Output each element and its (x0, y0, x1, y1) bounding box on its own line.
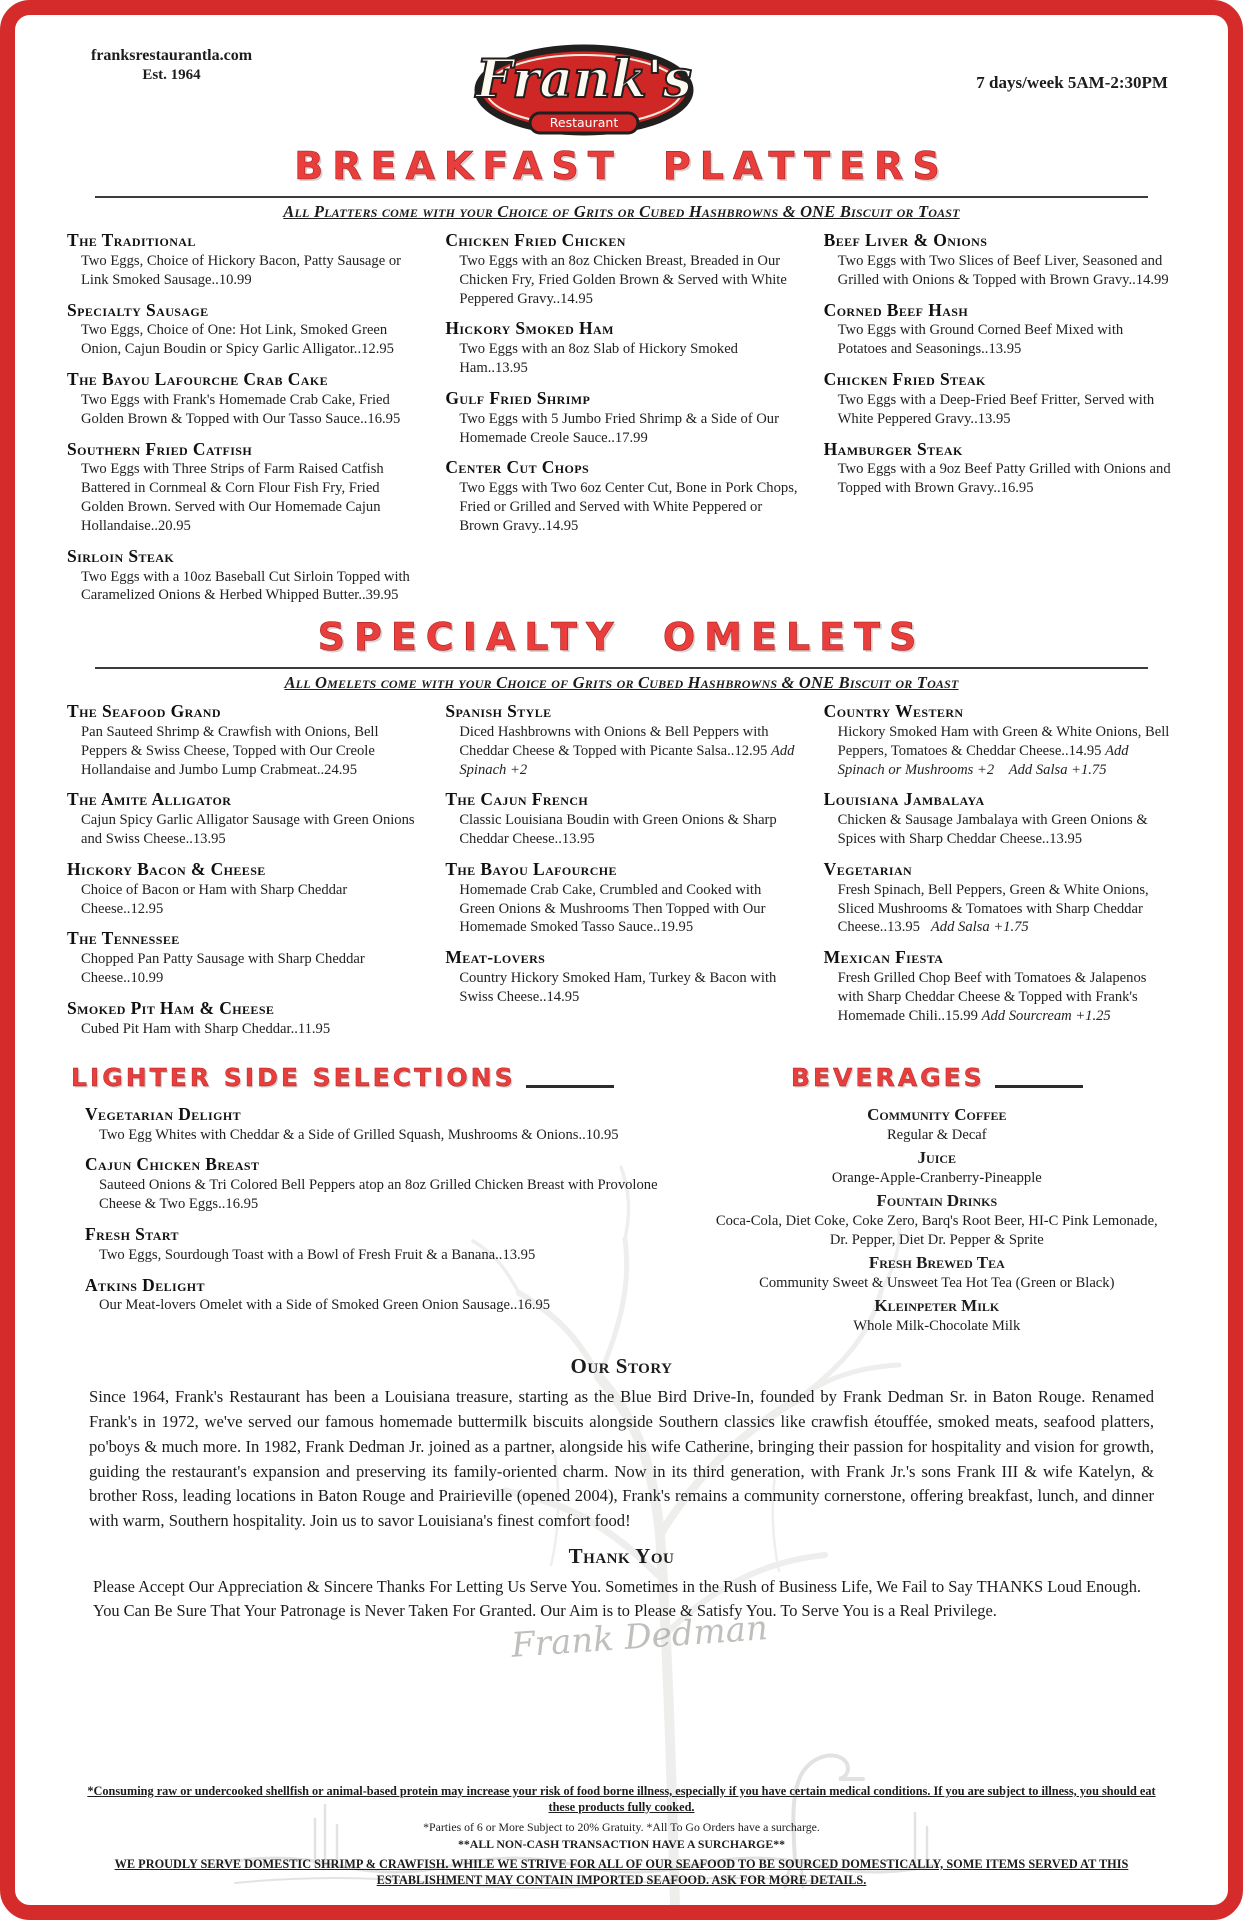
menu-item-name: Corned Beef Hash (823, 299, 969, 320)
menu-item (67, 701, 419, 779)
menu-item-name: Fresh Start (85, 1223, 179, 1244)
menu-item-desc: Two Eggs with an 8oz Slab of Hickory Smoked Ham..13.95 (459, 341, 738, 376)
menu-item-name: The Traditional (67, 230, 196, 250)
section-breakfast-platters (67, 144, 1176, 615)
menu-item-name: Spanish Style (445, 701, 552, 722)
menu-item (67, 300, 419, 360)
menu-item-desc: Cajun Spicy Garlic Alligator Sausage with Green Onions and Swiss Cheese..13.95 (81, 812, 415, 848)
menu-item-desc-text: Fresh Spinach, Bell Peppers, Green & White Onions, Sliced Mushrooms & Tomatoes with Sharp Cheddar Cheese..13.95 (837, 881, 1149, 936)
menu-content (15, 15, 1228, 1905)
section-lighter-beverages (67, 1063, 1176, 1338)
title-underline (995, 1085, 1083, 1088)
beverage-name: Fountain Drinks (876, 1190, 998, 1210)
beverages-column (714, 1063, 1176, 1338)
breakfast-col-2 (445, 230, 797, 615)
menu-item-desc: Two Eggs with Ground Corned Beef Mixed with Potatoes and Seasonings..13.95 (837, 322, 1124, 358)
menu-item-desc: Sauteed Onions & Tri Colored Bell Peppers atop an 8oz Grilled Chicken Breast with Provolone Cheese & Two Eggs..16.95 (99, 1177, 658, 1212)
menu-item-name: Gulf Fried Shrimp (445, 387, 591, 408)
menu-item-desc: Two Eggs, Sourdough Toast with a Bowl of Fresh Fruit & a Banana..13.95 (99, 1246, 536, 1263)
menu-item-desc: Country Hickory Smoked Ham, Turkey & Bacon with Swiss Cheese..14.95 (459, 970, 777, 1005)
menu-item (67, 369, 419, 429)
menu-item (445, 859, 797, 937)
menu-item-desc: Pan Sauteed Shrimp & Crawfish with Onions, Bell Peppers & Swiss Cheese, Topped with Our Creole Hollandaise and Jumbo Lump Crabmeat..24.95 (81, 724, 379, 778)
menu-item (71, 1154, 674, 1214)
menu-item-name: Hickory Bacon & Cheese (67, 858, 266, 879)
menu-item-desc: Two Egg Whites with Cheddar & a Side of Grilled Squash, Mushrooms & Onions..10.95 (99, 1126, 619, 1143)
menu-item-desc (824, 881, 1176, 937)
menu-item-name: Meat-lovers (445, 947, 546, 968)
menu-item-name: Cajun Chicken Breast (85, 1154, 260, 1175)
menu-item-name: The Tennessee (67, 928, 180, 949)
franks-logo (468, 33, 700, 144)
owner-signature: Frank Dedman (509, 1607, 769, 1666)
menu-item-name: Specialty Sausage (67, 299, 209, 320)
footer-disclaimer: *Consuming raw or undercooked shellfish or animal-based protein may increase your risk of food borne illness, especially if you have certain medical conditions. If you are subject to illness, you should eat these products fully cooked. (87, 1783, 1156, 1815)
logo-subtext: Restaurant (549, 115, 619, 130)
omelets-subtitle: All Omelets come with your Choice of Grits or Cubed Hashbrowns & ONE Biscuit or Toast (284, 673, 959, 693)
divider (95, 667, 1148, 669)
menu-item (824, 859, 1176, 937)
menu-item (824, 947, 1176, 1025)
section-thank-you (67, 1544, 1176, 1666)
menu-item (71, 1275, 674, 1316)
menu-item (67, 928, 419, 988)
breakfast-col-3 (824, 230, 1176, 615)
beverage-desc: Whole Milk-Chocolate Milk (853, 1317, 1021, 1334)
breakfast-title: BREAKFAST PLATTERS (294, 144, 949, 188)
menu-item-name: The Seafood Grand (67, 701, 221, 722)
menu-item-name: Center Cut Chops (445, 457, 590, 478)
menu-item-name: Smoked Pit Ham & Cheese (67, 997, 275, 1018)
menu-item (67, 439, 419, 536)
thanks-title: Thank You (568, 1544, 675, 1569)
beverage-item (714, 1295, 1160, 1336)
menu-item (824, 701, 1176, 779)
beverage-name: Fresh Brewed Tea (868, 1252, 1005, 1272)
menu-item-name: Sirloin Steak (67, 545, 175, 566)
menu-item-desc: Cubed Pit Ham with Sharp Cheddar..11.95 (81, 1020, 331, 1037)
menu-item (445, 318, 797, 378)
hours-text: 7 days/week 5AM-2:30PM (976, 73, 1168, 92)
menu-item-name: The Bayou Lafourche Crab Cake (67, 369, 328, 389)
menu-item (445, 789, 797, 849)
section-our-story (67, 1354, 1176, 1534)
menu-item-name: Vegetarian (823, 858, 913, 879)
menu-item-name: Country Western (823, 701, 964, 722)
beverage-item (714, 1104, 1160, 1145)
lighter-title-row (71, 1063, 674, 1092)
breakfast-columns (67, 230, 1176, 615)
omelets-col-1 (67, 701, 419, 1049)
footer-gratuity: *Parties of 6 or More Subject to 20% Gratuity. *All To Go Orders have a surcharge. (423, 1819, 820, 1834)
title-underline (526, 1085, 614, 1088)
menu-item-desc: Chopped Pan Patty Sausage with Sharp Cheddar Cheese..10.99 (81, 951, 365, 987)
menu-item-note: Add Salsa +1.75 (923, 919, 1029, 936)
header-left (67, 33, 252, 84)
beverages-title-row (714, 1063, 1160, 1092)
header (67, 33, 1176, 144)
menu-item-note: Add Spinach or Mushrooms +2 Add Salsa +1.75 (837, 742, 1129, 778)
menu-item-note: Add Sourcream +1.25 (981, 1007, 1111, 1024)
menu-item-desc: Classic Louisiana Boudin with Green Onions & Sharp Cheddar Cheese..13.95 (459, 812, 777, 848)
menu-item (824, 300, 1176, 360)
omelets-col-3 (824, 701, 1176, 1049)
menu-item (445, 230, 797, 308)
menu-item (67, 789, 419, 849)
menu-item (67, 859, 419, 919)
menu-item-desc: Two Eggs with a 10oz Baseball Cut Sirloin Topped with Caramelized Onions & Herbed Whipped Butter..39.95 (81, 568, 410, 604)
menu-item-desc: Chicken & Sausage Jambalaya with Green Onions & Spices with Sharp Cheddar Cheese..13.95 (837, 812, 1148, 848)
established-text: Est. 1964 (142, 67, 201, 83)
beverage-item (714, 1147, 1160, 1188)
menu-item-desc: Two Eggs with Two Slices of Beef Liver, Seasoned and Grilled with Onions & Topped with Brown Gravy..14.99 (837, 252, 1169, 288)
menu-item-desc (824, 723, 1176, 779)
menu-item-desc (445, 723, 797, 779)
story-text: Since 1964, Frank's Restaurant has been a Louisiana treasure, starting as the Blue Bird Drive-In, founded by Frank Dedman Sr. in Baton Rouge. Renamed Frank's in 1972, we've served our famous homemade buttermilk biscuits alongside Southern classics like crawfish étouffée, smoked meats, seafood platters, po'boys & much more. In 1982, Frank Dedman Jr. joined as a partner, alongside his wife Catherine, bringing their passion for hospitality and vision for growth, guiding the restaurant's expansion and preserving its family-oriented charm. Now in its third generation, with Frank Jr.'s sons Frank III & wife Katelyn, & brother Ross, leading locations in Baton Rouge and Prairieville (opened 2004), Frank's remains a community cornerstone, offering breakfast, lunch, and dinner with warm, Southern hospitality. Join us to savor Louisiana's finest comfort food! (89, 1386, 1154, 1531)
omelets-col-2 (445, 701, 797, 1049)
menu-item-name: Chicken Fried Steak (823, 369, 986, 389)
menu-item (445, 701, 797, 779)
menu-item (824, 789, 1176, 849)
franks-logo-icon (468, 33, 700, 139)
lighter-title: LIGHTER SIDE SELECTIONS (71, 1062, 516, 1092)
menu-item-desc: Two Eggs, Choice of One: Hot Link, Smoked Green Onion, Cajun Boudin or Spicy Garlic Alligator..12.95 (81, 322, 394, 358)
beverage-desc: Coca-Cola, Diet Coke, Coke Zero, Barq's Root Beer, HI-C Pink Lemonade, Dr. Pepper, Diet Dr. Pepper & Sprite (715, 1212, 1158, 1248)
beverage-desc: Orange-Apple-Cranberry-Pineapple (831, 1169, 1042, 1186)
beverage-desc: Community Sweet & Unsweet Tea Hot Tea (Green or Black) (759, 1274, 1115, 1291)
story-title: Our Story (570, 1353, 673, 1378)
website-text: franksrestaurantla.com (91, 47, 253, 64)
omelets-title: SPECIALTY OMELETS (317, 615, 926, 660)
menu-item (445, 457, 797, 535)
menu-item-desc: Choice of Bacon or Ham with Sharp Cheddar Cheese..12.95 (81, 881, 348, 917)
omelets-columns (67, 701, 1176, 1049)
menu-item-desc: Our Meat-lovers Omelet with a Side of Smoked Green Onion Sausage..16.95 (99, 1297, 551, 1314)
menu-item-name: Atkins Delight (85, 1274, 205, 1295)
menu-item-name: Hamburger Steak (823, 438, 963, 459)
menu-item (67, 230, 419, 290)
menu-item (67, 998, 419, 1039)
menu-item-name: Louisiana Jambalaya (823, 789, 985, 810)
menu-item-name: The Cajun French (445, 789, 589, 810)
menu-item-name: The Amite Alligator (67, 789, 232, 810)
beverage-name: Kleinpeter Milk (874, 1295, 1000, 1315)
menu-item (67, 546, 419, 606)
footer (67, 1783, 1176, 1893)
menu-item-desc: Homemade Crab Cake, Crumbled and Cooked with Green Onions & Mushrooms Then Topped with Our Homemade Smoked Tasso Sauce..19.95 (459, 881, 766, 936)
menu-item (71, 1224, 674, 1265)
beverages-title: BEVERAGES (790, 1062, 985, 1092)
menu-item (71, 1104, 674, 1145)
beverage-item (714, 1252, 1160, 1293)
breakfast-subtitle: All Platters come with your Choice of Grits or Cubed Hashbrowns & ONE Biscuit or Toast (283, 202, 960, 221)
menu-item-name: Beef Liver & Onions (823, 230, 988, 250)
beverage-desc: Regular & Decaf (886, 1126, 987, 1143)
menu-item-desc: Two Eggs with Frank's Homemade Crab Cake, Fried Golden Brown & Topped with Our Tasso Sauce..16.95 (81, 391, 401, 427)
menu-item-desc-text: Hickory Smoked Ham with Green & White Onions, Bell Peppers, Tomatoes & Cheddar Cheese..14.95 (837, 724, 1170, 759)
menu-item-name: Mexican Fiesta (823, 947, 944, 968)
divider (95, 196, 1148, 198)
menu-item (445, 947, 797, 1007)
menu-item-note: Add Spinach +2 (459, 742, 795, 778)
menu-item-desc: Two Eggs with a 9oz Beef Patty Grilled with Onions and Topped with Brown Gravy..16.95 (837, 461, 1171, 497)
menu-item-desc: Two Eggs, Choice of Hickory Bacon, Patty Sausage or Link Smoked Sausage..10.99 (81, 252, 401, 288)
breakfast-col-1 (67, 230, 419, 615)
menu-item-name: The Bayou Lafourche (445, 858, 617, 879)
footer-seafood: WE PROUDLY SERVE DOMESTIC SHRIMP & CRAWFISH. WHILE WE STRIVE FOR ALL OF OUR SEAFOOD TO BE SOURCED DOMESTICALLY, SOME ITEMS SERVED AT THIS ESTABLISHMENT MAY CONTAIN IMPORTED SEAFOOD. ASK FOR MORE DETAILS. (114, 1856, 1129, 1888)
menu-item (824, 439, 1176, 499)
beverage-name: Juice (917, 1147, 957, 1167)
beverage-item (714, 1190, 1160, 1250)
footer-surcharge: **ALL NON-CASH TRANSACTION HAVE A SURCHARGE** (458, 1836, 785, 1851)
menu-item-name: Chicken Fried Chicken (445, 230, 626, 250)
menu-item-name: Vegetarian Delight (85, 1103, 241, 1124)
thanks-text: Please Accept Our Appreciation & Sincere Thanks For Letting Us Serve You. Sometimes in the Rush of Business Life, We Fail to Say THANKS Loud Enough. You Can Be Sure That Your Patronage is Never Taken For Granted. Our Aim is to Please & Satisfy You. To Serve You is a Real Privilege. (93, 1577, 1142, 1621)
menu-item-desc: Two Eggs with 5 Jumbo Fried Shrimp & a Side of Our Homemade Creole Sauce..17.99 (459, 410, 779, 446)
beverage-name: Community Coffee (867, 1104, 1007, 1124)
menu-item-desc: Two Eggs with an 8oz Chicken Breast, Breaded in Our Chicken Fry, Fried Golden Brown & Served with White Peppered Gravy..14.95 (459, 252, 787, 307)
logo-wordmark: Frank's (476, 49, 693, 110)
menu-item-desc-text: Diced Hashbrowns with Onions & Bell Peppers with Cheddar Cheese & Topped with Picante Salsa..12.95 (459, 724, 769, 759)
lighter-side-column (67, 1063, 674, 1338)
menu-item-desc (824, 969, 1176, 1025)
menu-item-desc: Two Eggs with a Deep-Fried Beef Fritter, Served with White Peppered Gravy..13.95 (837, 391, 1155, 427)
menu-item-name: Hickory Smoked Ham (445, 318, 614, 339)
section-specialty-omelets (67, 615, 1176, 1049)
menu-item-desc: Two Eggs with Two 6oz Center Cut, Bone in Pork Chops, Fried or Grilled and Served with White Peppered or Brown Gravy..14.95 (459, 480, 798, 534)
menu-item (824, 230, 1176, 290)
menu-item (824, 369, 1176, 429)
menu-item-desc: Two Eggs with Three Strips of Farm Raised Catfish Battered in Cornmeal & Corn Flour Fish Fry, Fried Golden Brown. Served with Our Homemade Cajun Hollandaise..20.95 (81, 461, 384, 534)
menu-item-desc-text: Fresh Grilled Chop Beef with Tomatoes & Jalapenos with Sharp Cheddar Cheese & Topped with Frank's Homemade Chili..15.99 (837, 970, 1147, 1024)
menu-item (445, 388, 797, 448)
menu-item-name: Southern Fried Catfish (67, 438, 253, 459)
